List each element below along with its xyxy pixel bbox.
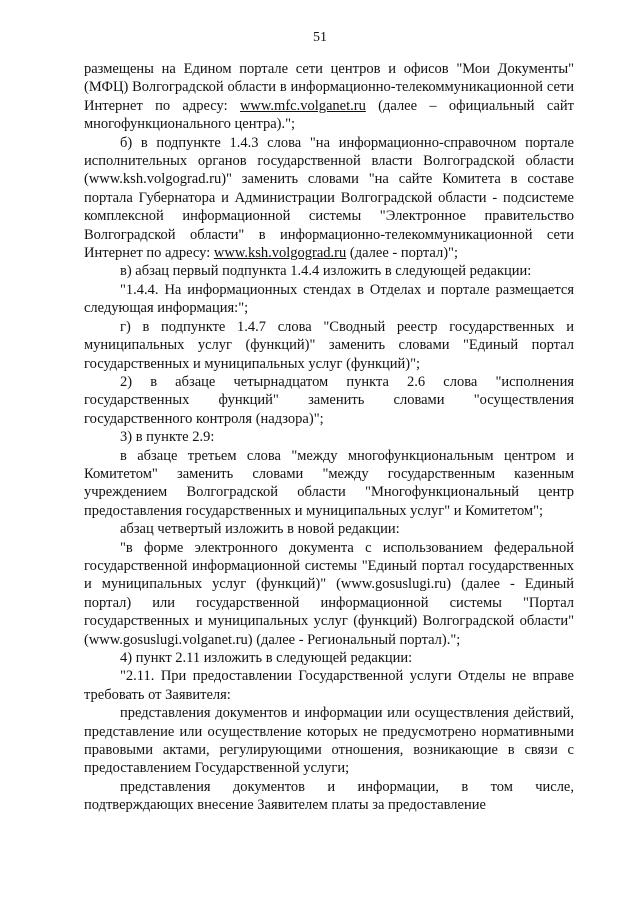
paragraph-electronic-form: "в форме электронного документа с использованием федеральной государственной информационной системы "Единый портал государственных и муниципальных услуг (функций)" (www.gosuslugi.ru) (далее - Единый портал) или государственной информационной системы "Портал государственных и муниципальных услуг (функций) Волгоградской области" (www.gosuslugi.volganet.ru) (далее - Региональный портал)."; (84, 539, 574, 648)
paragraph-subitem-g: г) в подпункте 1.4.7 слова "Сводный реестр государственных и муниципальных услуг (функций)" заменить словами "Единый портал государственных и муниципальных услуг (функций)"; (84, 318, 574, 372)
paragraph-text: (далее - портал)"; (346, 245, 458, 262)
document-body (84, 60, 574, 815)
page-number: 51 (313, 30, 327, 45)
paragraph-2-11: "2.11. При предоставлении Государственной услуги Отделы не вправе требовать от Заявителя: (84, 668, 574, 703)
paragraph-text: размещены на Едином портале сети центров и офисов "Мои Документы" (МФЦ) Волгоградской области в информационно-телекоммуникационной сети Интернет по адресу: (84, 61, 574, 114)
paragraph-subitem-v: в) абзац первый подпункта 1.4.4 изложить в следующей редакции: (120, 263, 532, 280)
paragraph-item-3: 3) в пункте 2.9: (120, 429, 215, 446)
paragraph-item-2: 2) в абзаце четырнадцатом пункта 2.6 слова "исполнения государственных функций" заменить словами "осуществления государственного контроля (надзора)"; (84, 373, 574, 427)
paragraph-abzac-fourth-intro: абзац четвертый изложить в новой редакции: (120, 521, 400, 538)
link-mfc-volganet[interactable]: www.mfc.volganet.ru (239, 97, 366, 114)
paragraph-requirement-1: представления документов и информации или осуществления действий, представление или осуществление которых не предусмотрено нормативными правовыми актами, регулирующими отношения, возникающие в связи с предоставлением Государственной услуги; (84, 705, 574, 777)
paragraph-1-4-4-quote: "1.4.4. На информационных стендах в Отделах и портале размещается следующая информация:"; (84, 281, 574, 317)
paragraph-mfc-site (84, 60, 574, 134)
paragraph-item-4: 4) пункт 2.11 изложить в следующей редакции: (120, 650, 413, 666)
link-ksh-volgograd[interactable]: www.ksh.volgograd.ru (213, 245, 347, 262)
paragraph-subitem-b (84, 134, 574, 263)
paragraph-abzac-third: в абзаце третьем слова "между многофункциональным центром и Комитетом" заменить словами "между государственным казенным учреждением Волгоградской области "Многофункциональный центр предоставления государственных и муниципальных услуг" и Комитетом"; (84, 447, 574, 519)
paragraph-requirement-2: представления документов и информации, в том числе, подтверждающих внесение Заявителем платы за предоставление (84, 778, 574, 814)
paragraph-text: б) в подпункте 1.4.3 слова "на информационно-справочном портале исполнительных органов государственной власти Волгоградской области (www.ksh.volgograd.ru)" заменить словами "на сайте Комитета в составе портала Губернатора и Администрации Волгоградской области - подсистеме комплексной информационной системы "Электронное правительство Волгоградской области" в информационно-телекоммуникационной сети Интернет по адресу: (84, 134, 574, 262)
paragraph-text: (далее – официальный сайт многофункционального центра)."; (84, 97, 574, 133)
